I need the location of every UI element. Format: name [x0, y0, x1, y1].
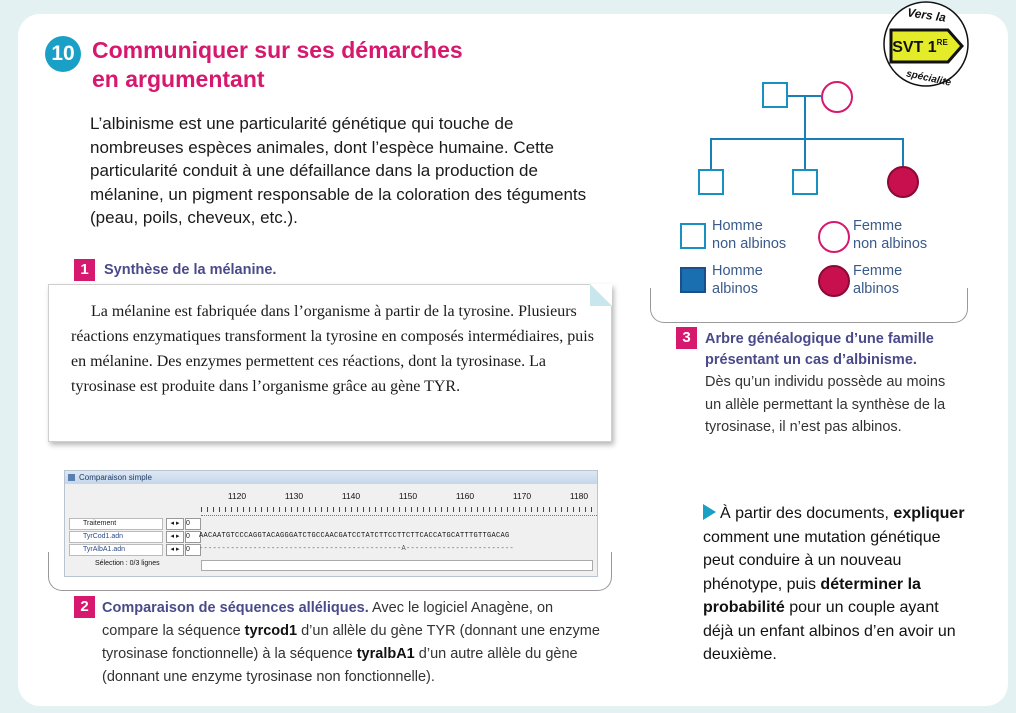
doc2-text-part: Avec le logiciel Anagène, on compare la séquence [102, 600, 554, 639]
son-2-square [792, 169, 818, 195]
row-position: 0 [185, 518, 201, 530]
doc1-box [48, 284, 612, 442]
row-arrows-button[interactable]: ◂ ▸ [166, 544, 184, 556]
legend-label: non albinos [712, 236, 787, 252]
doc1-title: Synthèse de la mélanine. [104, 262, 277, 278]
doc1-text: La mélanine est fabriquée dans l’organisme à partir de la tyrosine. Plusieurs réactions enzymatiques transforment la tyrosine en composés intermédiaires, puis en mélanine. Des enzymes permettent ces réactions, dont la tyrosinase. La tyrosinase est produite dans l’organisme grâce au gène TYR. [71, 303, 594, 395]
badge-bottom-text: spécialité [905, 68, 952, 89]
child-line [902, 138, 904, 166]
ruler-tick-label: 1170 [512, 491, 532, 501]
ruler-tick-label: 1120 [227, 491, 247, 501]
row-name: Traitement [83, 520, 117, 527]
doc3-title-line: présentant un cas d’albinisme. [705, 352, 917, 368]
badge-sup: RE [936, 38, 948, 47]
mother-circle [821, 81, 853, 113]
row-name: TyrCod1.adn [83, 533, 124, 540]
sequence-tyrcod1: AACAATGTCCCAGGTACAGGGATCTGCCAACGATCCTATCTTCCTTCTTCACCATGCATTTGTTGACAG [199, 532, 510, 540]
son-1-square [698, 169, 724, 195]
legend-label: non albinos [853, 236, 928, 252]
child-line [710, 138, 712, 169]
doc3-title-line: Arbre généalogique d’une famille [705, 331, 934, 347]
window-title-bar [65, 471, 597, 484]
sequence-ruler [201, 491, 597, 516]
legend-label: Homme [712, 218, 763, 234]
legend-label: Homme [712, 263, 763, 279]
row-arrows-button[interactable]: ◂ ▸ [166, 518, 184, 530]
descent-line [804, 96, 806, 139]
doc3-number: 3 [676, 327, 697, 349]
row-position: 0 [185, 531, 201, 543]
doc2-text-part: d’un allèle du gène TYR (donnant une enzyme tyrosinase fonctionnelle) à la séquence [102, 623, 600, 662]
ruler-dots [201, 507, 597, 512]
app-icon [68, 474, 75, 481]
sibship-line [710, 138, 904, 140]
doc3-title [705, 329, 934, 371]
doc2-seq-name: tyralbA1 [356, 646, 415, 662]
activity-number-badge: 10 [45, 36, 81, 72]
doc2-text-part: d’un autre allèle du gène (donnant une enzyme tyrosinase non fonctionnelle). [102, 646, 578, 685]
page-title [92, 36, 463, 94]
task-text: À partir des documents, [720, 505, 894, 522]
selection-status: Sélection : 0/3 lignes [95, 560, 160, 567]
legend-label: Femme [853, 263, 903, 279]
badge-main: SVT 1 [892, 39, 937, 56]
task-verb: expliquer [893, 505, 965, 522]
doc1-number: 1 [74, 259, 95, 281]
albino-daughter-circle [887, 166, 919, 198]
doc2-seq-name: tyrcod1 [244, 623, 298, 639]
doc3-text: Dès qu’un individu possède au moins un allèle permettant la synthèse de la tyrosinase, il n’est pas albinos. [705, 374, 946, 435]
doc2-number: 2 [74, 596, 95, 618]
doc2-caption [102, 597, 607, 689]
window-title: Comparaison simple [79, 473, 152, 482]
legend-femme-non-albinos [853, 217, 927, 253]
intro-paragraph: L’albinisme est une particularité génétique qui touche de nombreuses espèces animales, dont l’espèce humaine. Cette particularité conduit à une défaillance dans la production de mélanine, un pigment responsable de la coloration des téguments (peau, poils, cheveux, etc.). [90, 114, 587, 227]
vers-svt-specialite-badge [876, 0, 976, 92]
title-line-1: Communiquer sur ses démarches [92, 37, 463, 63]
father-square [762, 82, 788, 108]
title-line-2: en argumentant [92, 66, 265, 92]
task-text: pour un couple ayant déjà un enfant albinos d’en avoir un deuxième. [703, 599, 956, 663]
legend-label: Femme [853, 218, 903, 234]
row-arrows-button[interactable]: ◂ ▸ [166, 531, 184, 543]
ruler-tick-label: 1180 [569, 491, 589, 501]
doc2-bracket [48, 552, 612, 591]
legend-femme-non-albinos-icon [818, 221, 850, 253]
legend-label: albinos [712, 281, 758, 297]
child-line [804, 138, 806, 169]
doc2-title: Comparaison de séquences alléliques. [102, 600, 369, 616]
row-position: 0 [185, 544, 201, 556]
ruler-tick-label: 1140 [341, 491, 361, 501]
ruler-tick-label: 1150 [398, 491, 418, 501]
ruler-tick-label: 1160 [455, 491, 475, 501]
legend-homme-non-albinos-icon [680, 223, 706, 249]
task-text: comment une mutation génétique peut conduire à un nouveau phénotype, puis [703, 528, 941, 593]
doc3-bracket [650, 288, 968, 323]
triangle-arrow-icon [703, 504, 716, 520]
badge-top-text: Vers la [906, 5, 947, 25]
ruler-tick-label: 1130 [284, 491, 304, 501]
row-name: TyrAlbA1.adn [83, 546, 126, 553]
legend-label: albinos [853, 281, 899, 297]
task-instructions [703, 502, 973, 667]
sequence-tyralba1: ---------------------------------------------A------------------------ [199, 545, 515, 553]
legend-homme-non-albinos [712, 217, 786, 253]
task-verb: déterminer la probabilité [703, 575, 921, 616]
